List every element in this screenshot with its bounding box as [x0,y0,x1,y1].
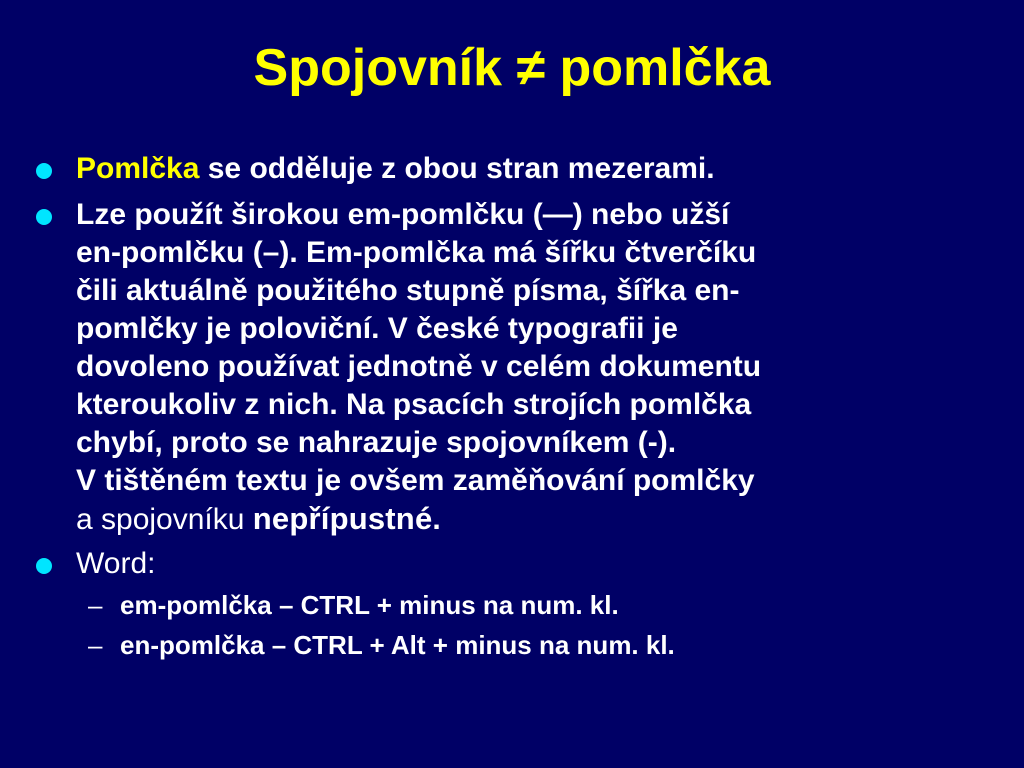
sub-item-text: em-pomlčka – CTRL + minus na num. kl. [120,590,619,620]
bullet-text: Word: [76,547,156,580]
highlighted-term: Pomlčka [76,152,200,185]
bullet-item [36,196,996,539]
dash-icon: – [88,590,103,620]
bullet-item [36,150,996,188]
emphasized-word: nepřípustné [252,501,433,536]
bullet-text: se odděluje z obou stran mezerami. [199,152,715,185]
bullet-line: pomlčky je poloviční. V české typografii je [76,312,678,345]
bullet-item [36,545,996,583]
sub-item [36,627,996,663]
bullet-line-prefix: a spojovníku [76,503,253,536]
bullet-line: Lze použít širokou em-pomlčku (—) nebo užší [76,198,730,231]
bullet-line-suffix: . [432,503,441,536]
slide-content [36,150,996,663]
bullet-dot-icon [36,163,52,179]
bullet-dot-icon [36,209,52,225]
bullet-line: chybí, proto se nahrazuje spojovníkem (-). [76,426,677,459]
bullet-line: en-pomlčku (–). Em-pomlčka má šířku čtverčíku [76,236,757,269]
bullet-line: V tištěném textu je ovšem zaměňování pomlčky [76,464,755,497]
dash-icon: – [88,630,103,660]
bullet-line: kteroukoliv z nich. Na psacích strojích pomlčka [76,388,752,421]
bullet-line-last [76,500,996,539]
slide-title: Spojovník ≠ pomlčka [253,39,771,97]
bullet-dot-icon [36,558,52,574]
sub-item-text: en-pomlčka – CTRL + Alt + minus na num. kl. [120,630,675,660]
bullet-line: čili aktuálně použitého stupně písma, šířka en- [76,274,740,307]
bullet-line: dovoleno používat jednotně v celém dokumentu [76,350,762,383]
sub-item [36,587,996,623]
